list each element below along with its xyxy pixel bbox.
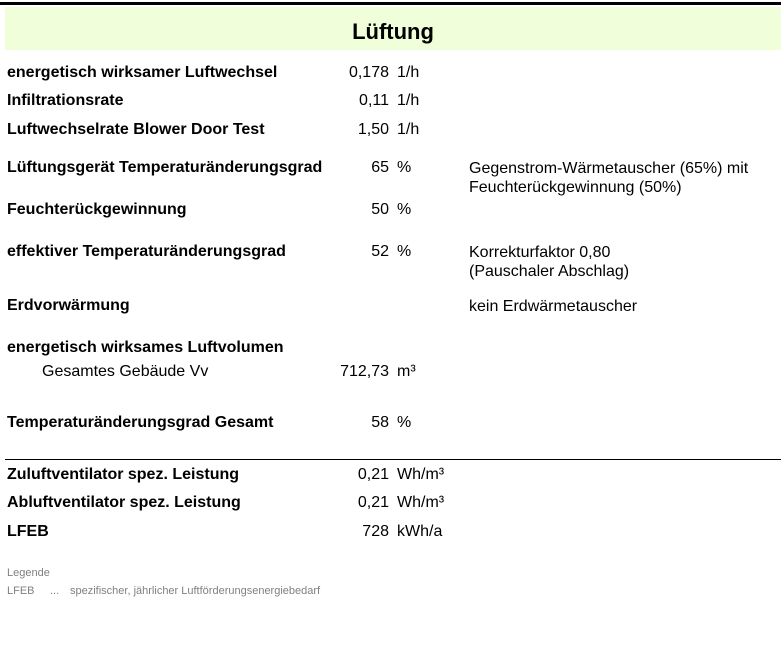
top-rule	[0, 2, 781, 5]
row-label-effektiver-grad: effektiver Temperaturänderungsgrad	[7, 243, 286, 260]
row-value-infiltrationsrate: 0,11	[359, 92, 389, 109]
row-note-effektiver-grad-line1: Korrekturfaktor 0,80	[469, 244, 611, 261]
legend-definition: spezifischer, jährlicher Luftförderungsenergiebedarf	[70, 585, 321, 597]
row-label-zuluftventilator: Zuluftventilator spez. Leistung	[7, 466, 240, 483]
row-unit-abluftventilator: Wh/m³	[397, 494, 445, 511]
row-note-lueftungsgeraet-line2: Feuchterückgewinnung (50%)	[469, 179, 682, 196]
row-unit-luftwechsel: 1/h	[397, 64, 420, 81]
row-value-luftwechsel: 0,178	[348, 64, 389, 81]
row-label-luftwechsel: energetisch wirksamer Luftwechsel	[7, 64, 278, 81]
row-value-blower-door: 1,50	[357, 121, 389, 138]
row-unit-lfeb: kWh/a	[397, 523, 443, 540]
row-value-lfeb: 728	[362, 523, 389, 540]
row-note-effektiver-grad-line2: (Pauschaler Abschlag)	[469, 263, 630, 280]
row-label-erdvorwaermung: Erdvorwärmung	[7, 297, 130, 314]
legend-separator: ...	[50, 585, 60, 597]
row-value-feuchterueckgewinnung: 50	[371, 201, 389, 218]
section-divider	[5, 459, 781, 460]
row-value-effektiver-grad: 52	[371, 243, 389, 260]
row-value-gesamtes-gebaeude: 712,73	[340, 363, 389, 380]
row-unit-zuluftventilator: Wh/m³	[397, 466, 445, 483]
legend-heading: Legende	[7, 567, 50, 579]
row-label-blower-door: Luftwechselrate Blower Door Test	[7, 121, 265, 138]
row-unit-lueftungsgeraet: %	[397, 159, 412, 176]
row-value-zuluftventilator: 0,21	[357, 466, 389, 483]
legend-term: LFEB	[7, 585, 35, 597]
row-label-infiltrationsrate: Infiltrationsrate	[7, 92, 124, 109]
row-value-abluftventilator: 0,21	[357, 494, 389, 511]
section-label-luftvolumen: energetisch wirksames Luftvolumen	[7, 339, 284, 356]
row-label-abluftventilator: Abluftventilator spez. Leistung	[7, 494, 241, 511]
row-unit-grad-gesamt: %	[397, 414, 412, 431]
row-note-lueftungsgeraet-line1: Gegenstrom-Wärmetauscher (65%) mit	[469, 160, 749, 177]
row-unit-feuchterueckgewinnung: %	[397, 201, 412, 218]
row-unit-infiltrationsrate: 1/h	[397, 92, 420, 109]
row-label-grad-gesamt: Temperaturänderungsgrad Gesamt	[7, 414, 274, 431]
row-unit-blower-door: 1/h	[397, 121, 420, 138]
row-value-grad-gesamt: 58	[371, 414, 389, 431]
row-unit-gesamtes-gebaeude: m³	[397, 363, 416, 380]
row-label-gesamtes-gebaeude: Gesamtes Gebäude Vv	[42, 363, 209, 380]
row-unit-effektiver-grad: %	[397, 243, 412, 260]
row-value-lueftungsgeraet: 65	[371, 159, 389, 176]
row-note-erdvorwaermung: kein Erdwärmetauscher	[469, 298, 638, 315]
page-title: Lüftung	[352, 19, 434, 44]
row-label-lueftungsgeraet: Lüftungsgerät Temperaturänderungsgrad	[7, 159, 323, 176]
row-label-lfeb: LFEB	[7, 523, 49, 540]
row-label-feuchterueckgewinnung: Feuchterückgewinnung	[7, 201, 187, 218]
